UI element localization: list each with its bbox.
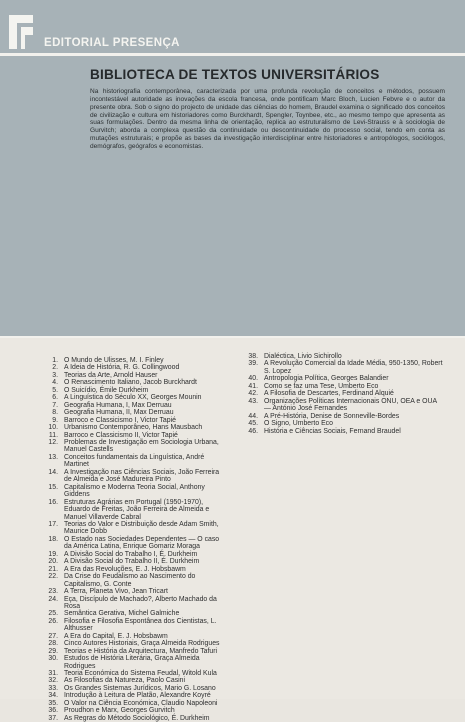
- list-item: [38, 454, 223, 469]
- item-title: A Era do Capital, E. J. Hobsbawm: [64, 632, 168, 640]
- item-number: 36.: [48, 707, 58, 715]
- publisher-logo-icon: [7, 13, 37, 51]
- list-item: [38, 394, 223, 401]
- item-number: 17.: [48, 520, 58, 528]
- item-number: 22.: [48, 573, 58, 581]
- item-title: Filosofia e Filosofia Espontânea dos Cientistas, L. Althusser: [64, 617, 217, 633]
- item-title: As Filosofias da Natureza, Paolo Casini: [64, 677, 186, 685]
- list-item: [38, 670, 223, 677]
- item-number: 16.: [48, 498, 58, 506]
- item-number: 32.: [48, 677, 58, 685]
- item-title: Estruturas Agrárias em Portugal (1950-1970), Eduardo de Freitas, João Ferreira de Almeida e Manuel Villaverde Cabral: [64, 498, 210, 521]
- item-number: 2.: [52, 364, 58, 372]
- list-item: [238, 375, 443, 382]
- item-number: 35.: [48, 699, 58, 707]
- title-list-right: [238, 353, 443, 435]
- item-number: 26.: [48, 617, 58, 625]
- item-number: 10.: [48, 424, 58, 432]
- item-title: Teoria Económica do Sistema Feudal, Witold Kula: [64, 670, 217, 678]
- list-item: [38, 610, 223, 617]
- item-number: 29.: [48, 647, 58, 655]
- title-list-left: [38, 357, 223, 722]
- list-item: [238, 383, 443, 390]
- item-title: Como se faz uma Tese, Umberto Eco: [264, 382, 379, 390]
- item-title: A Linguística do Século XX, Georges Mounin: [64, 394, 202, 402]
- list-item: [38, 640, 223, 647]
- item-number: 18.: [48, 535, 58, 543]
- item-number: 25.: [48, 610, 58, 618]
- item-title: Geografia Humana, II, Max Derruau: [64, 409, 174, 417]
- header-divider: [0, 53, 465, 56]
- item-title: Dialéctica, Livio Sichirollo: [264, 353, 342, 360]
- item-number: 9.: [52, 416, 58, 424]
- list-item: [38, 424, 223, 431]
- list-item: [38, 677, 223, 684]
- item-number: 20.: [48, 558, 58, 566]
- list-item: [38, 357, 223, 364]
- list-item: [238, 413, 443, 420]
- item-title: A Divisão Social do Trabalho II, É. Durkheim: [64, 558, 200, 566]
- item-title: As Regras do Método Sociológico, É. Durkheim: [64, 714, 210, 722]
- item-title: Organizações Políticas Internacionais ONU, OEA e OUA — António José Fernandes: [264, 397, 437, 413]
- list-item: [38, 700, 223, 707]
- item-title: O Mundo de Ulisses, M. I. Finley: [64, 357, 164, 364]
- list-item: [38, 364, 223, 371]
- item-number: 19.: [48, 550, 58, 558]
- item-title: Teorias da Arte, Arnold Hauser: [64, 371, 158, 379]
- list-item: [238, 428, 443, 435]
- item-title: A Divisão Social do Trabalho I, É. Durkheim: [64, 550, 198, 558]
- list-item: [38, 655, 223, 670]
- item-title: Estudos de História Literária, Graça Almeida Rodrigues: [64, 655, 200, 670]
- item-number: 14.: [48, 468, 58, 476]
- item-title: Semântica Gerativa, Michel Galmiche: [64, 610, 180, 618]
- item-number: 43.: [248, 397, 258, 405]
- item-title: Eça, Discípulo de Machado?, Alberto Machado da Rosa: [64, 595, 217, 610]
- list-item: [38, 692, 223, 699]
- list-item: [38, 707, 223, 714]
- item-number: 24.: [48, 595, 58, 603]
- item-number: 7.: [52, 401, 58, 409]
- item-title: Introdução à Leitura de Platão, Alexandre Koyré: [64, 692, 211, 700]
- item-title: A Ideia de História, R. G. Collingwood: [64, 364, 180, 372]
- list-item: [38, 618, 223, 633]
- item-number: 44.: [248, 412, 258, 420]
- list-item: [38, 715, 223, 722]
- book-description: Na historiografia contemporânea, caracterizada por uma profunda revolução de conceitos e métodos, possuem incontestável autoridade as inovações da escola francesa, onde pontificam Marc Bloch, Lucien Febvre e o autor da presente obra. Sob o signo do projecto de unidade das ciências do homem, Braudel examina o significado dos conceitos de civilização e cultura em historiadores como Burckhardt, Spengler, Toynbee, etc., ao mesmo tempo que apresenta as suas formulações. Dentro da mesma linha de orientação, replica ao estruturalismo de Levi-Strauss e à sociologia de Gurvitch; aborda a complexa questão da continuidade ou descontinuidade do processo social, tendo em conta as mutações estruturais; e propõe as bases da investigação interdisciplinar entre historiadores e antropólogos, sociólogos, demógrafos, geógrafos e economistas.: [90, 88, 445, 150]
- item-number: 38.: [248, 353, 258, 360]
- list-item: [38, 521, 223, 536]
- item-number: 31.: [48, 670, 58, 678]
- item-number: 34.: [48, 692, 58, 700]
- item-number: 45.: [248, 420, 258, 428]
- item-number: 39.: [248, 360, 258, 368]
- series-title: BIBLIOTECA DE TEXTOS UNIVERSITÁRIOS: [90, 67, 380, 82]
- list-item: [38, 387, 223, 394]
- item-title: A Terra, Planeta Vivo, Jean Tricart: [64, 588, 168, 596]
- item-title: Teorias do Valor e Distribuição desde Adam Smith, Maurice Dobb: [64, 520, 219, 536]
- item-number: 6.: [52, 394, 58, 402]
- item-title: A Investigação nas Ciências Sociais, João Ferreira de Almeida e José Madureira Pinto: [64, 468, 220, 484]
- item-title: Barroco e Classicismo I, Victor Tapié: [64, 416, 176, 424]
- item-number: 3.: [52, 371, 58, 379]
- header-bottom-divider: [0, 336, 465, 338]
- item-title: História e Ciências Sociais, Fernand Braudel: [264, 427, 401, 435]
- cover-header: [0, 0, 465, 338]
- item-title: Proudhon e Marx, Georges Gurvitch: [64, 707, 175, 715]
- item-title: Problemas de Investigação em Sociologia Urbana, Manuel Castells: [64, 438, 219, 454]
- item-title: A Era das Revoluções, E. J. Hobsbawm: [64, 565, 186, 573]
- list-item: [38, 685, 223, 692]
- publisher-name: EDITORIAL PRESENÇA: [44, 37, 180, 49]
- list-item: [38, 499, 223, 521]
- list-item: [238, 360, 443, 375]
- item-title: Da Crise do Feudalismo ao Nascimento do Capitalismo, G. Conte: [64, 573, 196, 588]
- item-title: Geografia Humana, I, Max Derruau: [64, 401, 172, 409]
- item-title: Antropologia Política, Georges Balandier: [264, 375, 389, 383]
- item-number: 12.: [48, 438, 58, 446]
- list-item: [38, 372, 223, 379]
- item-number: 21.: [48, 565, 58, 573]
- list-item: [38, 536, 223, 551]
- list-item: [38, 432, 223, 439]
- item-number: 42.: [248, 390, 258, 398]
- list-item: [38, 566, 223, 573]
- item-title: Cinco Autores Historiais, Graça Almeida Rodrigues: [64, 640, 220, 648]
- item-title: A Filosofia de Descartes, Ferdinand Alquié: [264, 390, 394, 398]
- item-title: Capitalismo e Moderna Teoria Social, Anthony Giddens: [64, 483, 205, 499]
- list-item: [38, 417, 223, 424]
- item-number: 4.: [52, 379, 58, 387]
- item-title: Barroco e Classicismo II, Victor Tapié: [64, 431, 178, 439]
- item-number: 40.: [248, 375, 258, 383]
- item-number: 41.: [248, 382, 258, 390]
- item-number: 11.: [48, 431, 58, 439]
- item-title: O Estado nas Sociedades Dependentes — O caso da América Latina, Enrique Gomariz Moraga: [64, 535, 220, 551]
- item-title: A Revolução Comercial da Idade Média, 950-1350, Robert S. Lopez: [264, 360, 443, 375]
- list-item: [38, 596, 223, 611]
- list-item: [38, 484, 223, 499]
- list-item: [238, 398, 443, 413]
- item-number: 37.: [48, 714, 58, 722]
- list-item: [238, 420, 443, 427]
- list-item: [38, 558, 223, 565]
- item-title: O Suicídio, Émile Durkheim: [64, 386, 149, 394]
- item-title: O Valor na Ciência Económica, Claudio Napoleoni: [64, 699, 218, 707]
- list-item: [38, 588, 223, 595]
- item-number: 27.: [48, 632, 58, 640]
- item-number: 46.: [248, 427, 258, 435]
- list-item: [38, 439, 223, 454]
- item-title: O Signo, Umberto Eco: [264, 420, 333, 428]
- item-number: 15.: [48, 483, 58, 491]
- item-number: 8.: [52, 409, 58, 417]
- list-item: [238, 390, 443, 397]
- item-title: Teorias e História da Arquitectura, Manfredo Tafuri: [64, 647, 218, 655]
- item-number: 5.: [52, 386, 58, 394]
- list-item: [38, 573, 223, 588]
- list-item: [38, 633, 223, 640]
- item-number: 13.: [48, 453, 58, 461]
- item-number: 28.: [48, 640, 58, 648]
- list-item: [38, 402, 223, 409]
- item-number: 23.: [48, 588, 58, 596]
- item-number: 1.: [52, 357, 58, 364]
- list-item: [238, 353, 443, 360]
- list-item: [38, 469, 223, 484]
- item-title: Conceitos fundamentais da Linguística, André Martinet: [64, 453, 205, 469]
- item-number: 30.: [48, 655, 58, 663]
- item-title: O Renascimento Italiano, Jacob Burckhardt: [64, 379, 197, 387]
- item-title: Urbanismo Contemporâneo, Hans Mausbach: [64, 424, 203, 432]
- item-number: 33.: [48, 684, 58, 692]
- list-item: [38, 648, 223, 655]
- item-title: Os Grandes Sistemas Jurídicos, Mario G. Losano: [64, 684, 216, 692]
- item-title: A Pré-História, Denise de Sonneville-Bordes: [264, 412, 400, 420]
- list-item: [38, 379, 223, 386]
- list-item: [38, 409, 223, 416]
